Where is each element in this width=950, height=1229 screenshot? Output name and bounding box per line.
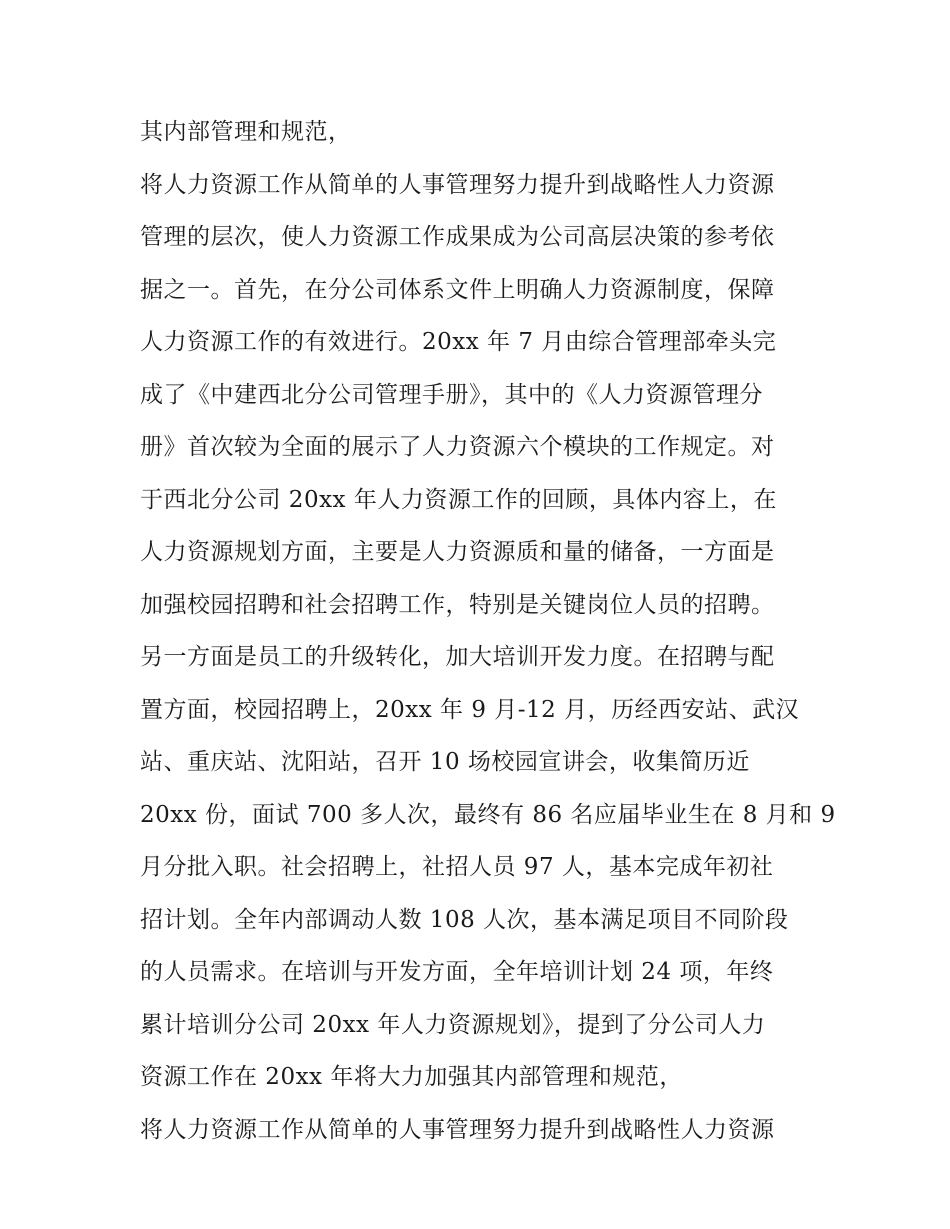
text-line: 月分批入职。社会招聘上，社招人员 97 人，基本完成年初社 bbox=[140, 854, 774, 880]
text-line: 将人力资源工作从简单的人事管理努力提升到战略性人力资源 bbox=[140, 171, 775, 198]
text-line: 管理的层次，使人力资源工作成果成为公司高层决策的参考依 bbox=[140, 224, 775, 250]
text-line: 人力资源工作的有效进行。20xx 年 7 月由综合管理部牵头完 bbox=[140, 329, 777, 355]
text-line: 置方面，校园招聘上，20xx 年 9 月-12 月，历经西安站、武汉 bbox=[140, 696, 800, 723]
text-line: 招计划。全年内部调动人数 108 人次，基本满足项目不同阶段 bbox=[140, 906, 789, 933]
text-line: 册》首次较为全面的展示了人力资源六个模块的工作规定。对 bbox=[140, 434, 775, 460]
text-line: 人力资源规划方面，主要是人力资源质和量的储备，一方面是 bbox=[140, 539, 775, 565]
text-line: 据之一。首先，在分公司体系文件上明确人力资源制度，保障 bbox=[140, 276, 775, 303]
text-line: 另一方面是员工的升级转化，加大培训开发力度。在招聘与配 bbox=[140, 644, 775, 670]
text-line: 资源工作在 20xx 年将大力加强其内部管理和规范， bbox=[140, 1064, 683, 1090]
text-line: 站、重庆站、沈阳站，召开 10 场校园宣讲会，收集简历近 bbox=[140, 749, 750, 775]
text-line: 20xx 份，面试 700 多人次，最终有 86 名应届毕业生在 8 月和 9 bbox=[140, 801, 836, 828]
text-line: 的人员需求。在培训与开发方面，全年培训计划 24 项，年终 bbox=[140, 959, 774, 985]
text-line: 其内部管理和规范， bbox=[140, 119, 352, 145]
text-line: 累计培训分公司 20xx 年人力资源规划》，提到了分公司人力 bbox=[140, 1011, 766, 1038]
text-line: 于西北分公司 20xx 年人力资源工作的回顾，具体内容上，在 bbox=[140, 486, 777, 513]
text-line: 成了《中建西北分公司管理手册》，其中的《人力资源管理分 bbox=[140, 381, 763, 408]
text-line: 将人力资源工作从简单的人事管理努力提升到战略性人力资源 bbox=[140, 1116, 775, 1143]
text-line: 加强校园招聘和社会招聘工作，特别是关键岗位人员的招聘。 bbox=[140, 591, 775, 618]
body-text bbox=[140, 106, 836, 1156]
